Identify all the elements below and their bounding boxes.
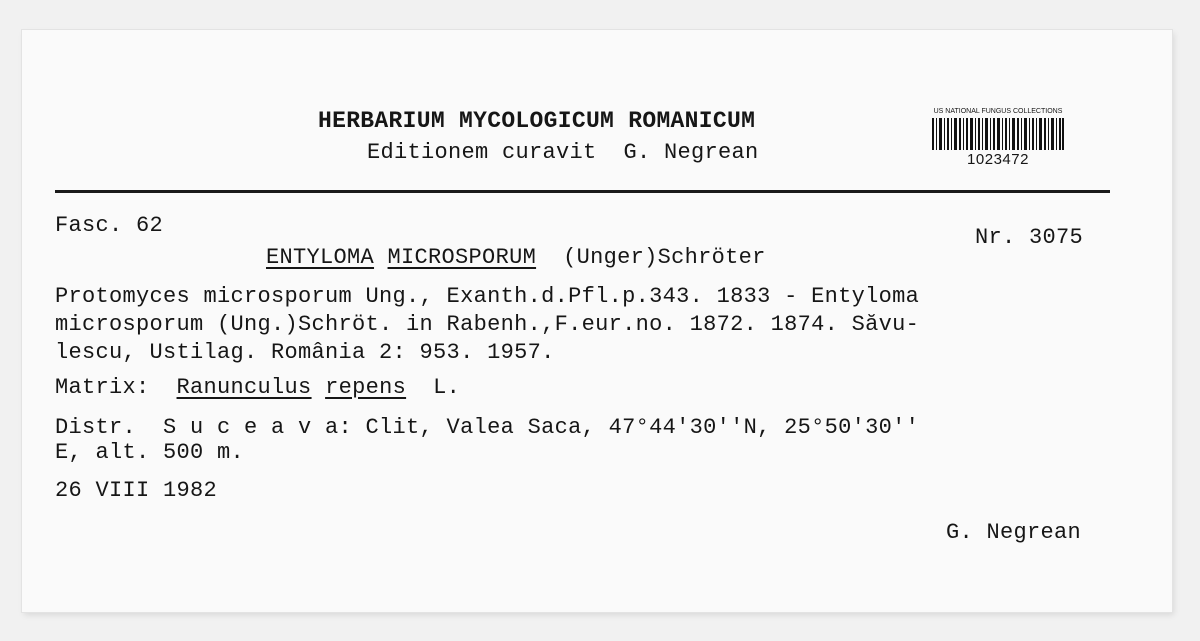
distribution-line-2: E, alt. 500 m. (55, 440, 245, 465)
genus-name: ENTYLOMA (266, 245, 375, 270)
header-divider (55, 190, 1110, 193)
species-authority: (Unger)Schröter (563, 245, 766, 270)
label-subtitle: Editionem curavit G. Negrean (367, 140, 759, 165)
collector-name: G. Negrean (946, 520, 1082, 545)
host-authority: L. (433, 375, 461, 400)
synonymy-line-3: lescu, Ustilag. România 2: 953. 1957. (55, 340, 555, 365)
fascicle-number: Fasc. 62 (55, 213, 164, 238)
synonymy-line-1: Protomyces microsporum Ung., Exanth.d.Pfl.p.343. 1833 - Entyloma (55, 284, 920, 309)
collection-date: 26 VIII 1982 (55, 478, 218, 503)
species-name (266, 245, 766, 270)
herbarium-label-card (22, 30, 1172, 612)
barcode-collection-name: US NATIONAL FUNGUS COLLECTIONS (933, 108, 1063, 115)
host-species: repens (325, 375, 407, 400)
barcode-number: 1023472 (967, 151, 1029, 168)
matrix-line (55, 375, 460, 400)
synonymy-line-2: microsporum (Ung.)Schröt. in Rabenh.,F.eur.no. 1872. 1874. Săvu- (55, 312, 920, 337)
species-epithet: MICROSPORUM (387, 245, 537, 270)
distribution-line-1: Distr. S u c e a v a: Clit, Valea Saca, 47°44'30''N, 25°50'30'' (55, 415, 920, 440)
specimen-number: Nr. 3075 (975, 225, 1084, 250)
matrix-label: Matrix: (55, 375, 150, 400)
barcode-bars (932, 118, 1064, 150)
label-title: HERBARIUM MYCOLOGICUM ROMANICUM (318, 108, 756, 134)
barcode (928, 108, 1068, 178)
host-genus: Ranunculus (176, 375, 312, 400)
